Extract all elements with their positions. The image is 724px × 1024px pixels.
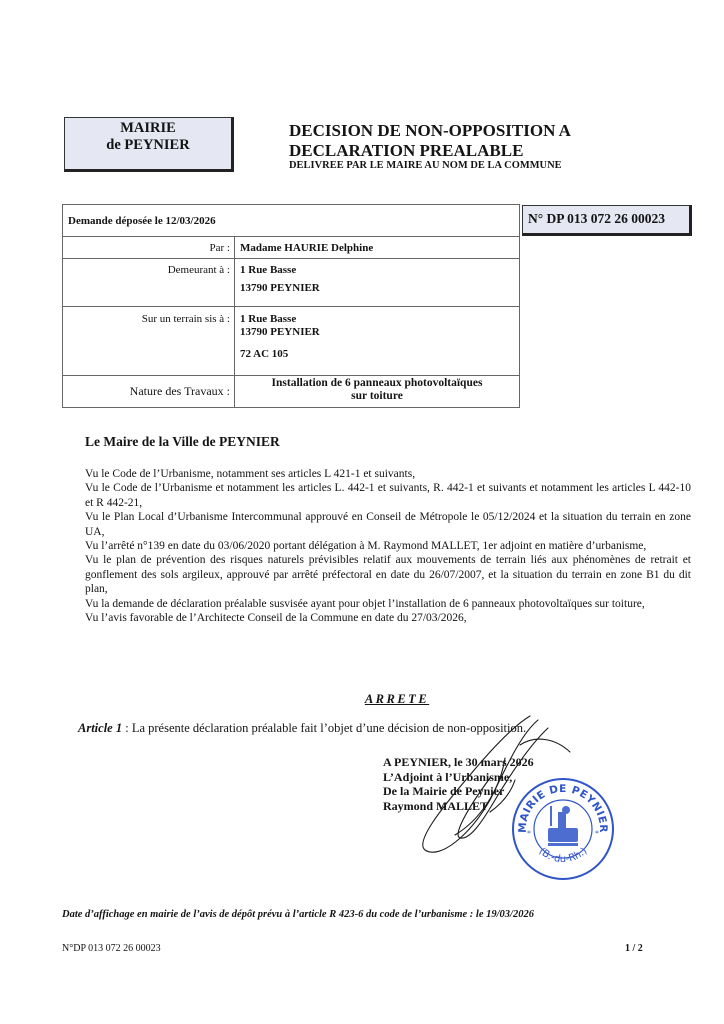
stamp-bottom-text: (B.-du-Rh.) xyxy=(536,845,590,866)
table-row xyxy=(63,259,520,307)
signatory-name: Raymond MALLET xyxy=(383,798,489,813)
footer-reference: N°DP 013 072 26 00023 xyxy=(62,943,161,954)
table-row xyxy=(63,376,520,408)
mairie-line1: MAIRIE xyxy=(120,120,176,136)
article-label: Article 1 xyxy=(78,721,123,735)
considerant-item: Vu le plan de prévention des risques naturels prévisibles relatif aux mouvements de terrain liés aux phénomènes de retrait et gonflement des sols argileux, approuvé par arrêté préfectoral en date du 26/07/2007, et la situation du terrain en zone B1 du dit plan, xyxy=(85,554,691,596)
row-label: Demeurant à : xyxy=(63,259,235,307)
title-line2: DECLARATION PREALABLE xyxy=(289,141,524,160)
maire-heading: Le Maire de la Ville de PEYNIER xyxy=(85,434,280,449)
article-text: : La présente déclaration préalable fait l’objet d’une décision de non-opposition. xyxy=(122,721,527,735)
considerant-item: Vu le Code de l’Urbanisme et notamment les articles L. 442-1 et suivants, R. 442-1 et suivants et notamment les articles L 442-10 et R 442-21, xyxy=(85,482,691,509)
row-label: Sur un terrain sis à : xyxy=(63,307,235,376)
land-address xyxy=(235,307,520,376)
address-line: 13790 PEYNIER xyxy=(240,282,320,294)
stamp-top-text: MAIRIE DE PEYNIER xyxy=(516,782,610,834)
considerant-item: Vu le Plan Local d’Urbanisme Intercommunal approuvé en Conseil de Métropole le 05/12/2024 et la situation du terrain en zone UA, xyxy=(85,511,691,538)
dossier-number: N° DP 013 072 26 00023 xyxy=(522,205,692,236)
considerant-item: Vu l’avis favorable de l’Architecte Conseil de la Commune en date du 27/03/2026, xyxy=(85,612,467,625)
arrete-heading: ARRETE xyxy=(364,692,430,706)
considerants xyxy=(85,467,691,625)
row-label: Par : xyxy=(63,237,235,259)
applicant-name: Madame HAURIE Delphine xyxy=(235,237,520,259)
posting-date-note: Date d’affichage en mairie de l’avis de dépôt prévu à l’article R 423-6 du code de l’urbanisme : le 19/03/2026 xyxy=(62,909,534,920)
request-table xyxy=(62,204,520,408)
arrete-heading-wrap xyxy=(0,692,724,707)
mairie-stamp-icon xyxy=(510,776,616,882)
table-row xyxy=(63,237,520,259)
document-subtitle: DELIVREE PAR LE MAIRE AU NOM DE LA COMMUNE xyxy=(289,160,562,171)
svg-text:(B.-du-Rh.) xyxy=(537,846,590,865)
table-row xyxy=(63,307,520,376)
mairie-line2: de PEYNIER xyxy=(106,137,190,153)
svg-text:*: * xyxy=(527,829,531,838)
signature-role: L’Adjoint à l’Urbanisme, xyxy=(383,769,513,784)
page-number: 1 / 2 xyxy=(625,943,643,954)
land-address-line: 1 Rue Basse xyxy=(240,313,297,325)
considerant-item: Vu le Code de l’Urbanisme, notamment ses articles L 421-1 et suivants, xyxy=(85,468,416,480)
title-line1: DECISION DE NON-OPPOSITION A xyxy=(289,121,571,140)
signature-place-date: A PEYNIER, le 30 mars 2026 xyxy=(383,755,534,769)
mairie-box xyxy=(64,117,234,172)
works-nature xyxy=(235,376,520,408)
document-title xyxy=(289,121,571,161)
svg-text:*: * xyxy=(595,829,599,838)
row-label: Nature des Travaux : xyxy=(63,376,235,408)
works-line: sur toiture xyxy=(351,390,403,402)
works-line: Installation de 6 panneaux photovoltaïques xyxy=(271,377,483,389)
considerant-item: Vu la demande de déclaration préalable susvisée ayant pour objet l’installation de 6 panneaux photovoltaïques sur toiture, xyxy=(85,597,645,610)
address-line: 1 Rue Basse xyxy=(240,264,297,276)
land-address-line: 13790 PEYNIER xyxy=(240,326,320,338)
deposit-date: Demande déposée le 12/03/2026 xyxy=(63,205,520,237)
signature-org: De la Mairie de Peynier xyxy=(383,784,505,798)
cadastral-reference: 72 AC 105 xyxy=(240,348,289,360)
considerant-item: Vu l’arrêté n°139 en date du 03/06/2020 portant délégation à M. Raymond MALLET, 1er adjoint en matière d’urbanisme, xyxy=(85,540,647,553)
article-1 xyxy=(78,721,526,736)
applicant-address xyxy=(235,259,520,307)
